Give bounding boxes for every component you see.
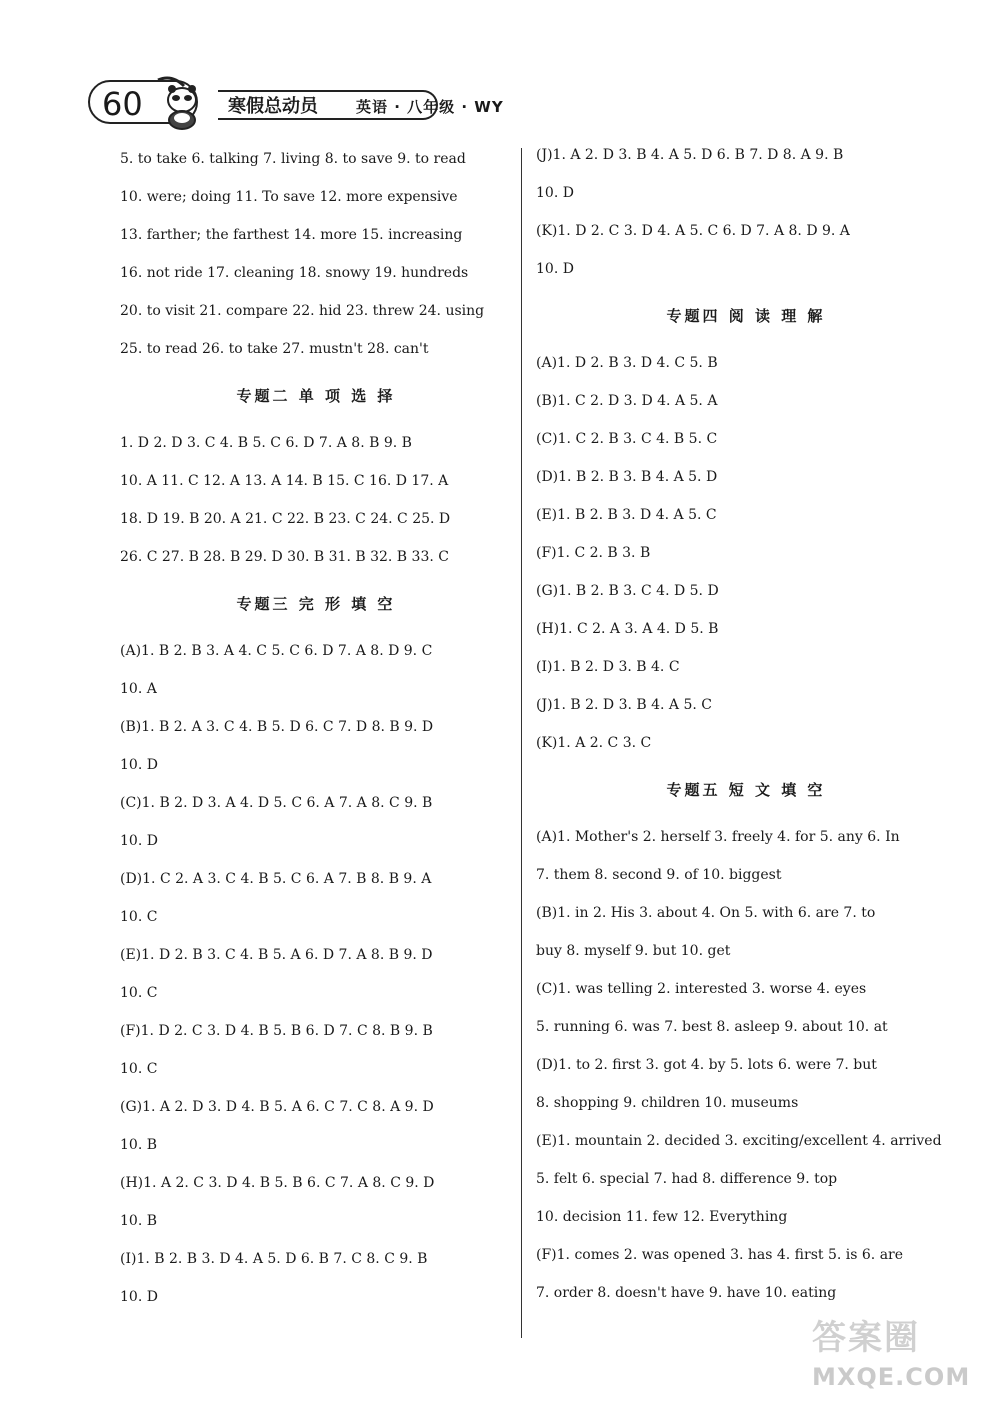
answer-line: (G)1. B 2. B 3. C 4. D 5. D bbox=[536, 583, 719, 599]
section-heading: 专题四 阅 读 理 解 bbox=[666, 307, 826, 325]
answer-line: 26. C 27. B 28. B 29. D 30. B 31. B 32. B 33. C bbox=[120, 549, 449, 565]
answer-line: 10. C bbox=[120, 1061, 158, 1077]
answer-line: 1. D 2. D 3. C 4. B 5. C 6. D 7. A 8. B 9. B bbox=[120, 435, 412, 451]
answer-line: 8. shopping 9. children 10. museums bbox=[536, 1095, 799, 1111]
answer-line: (K)1. D 2. C 3. D 4. A 5. C 6. D 7. A 8. D 9. A bbox=[536, 223, 850, 239]
answer-line: buy 8. myself 9. but 10. get bbox=[536, 943, 731, 959]
answer-line: (F)1. comes 2. was opened 3. has 4. first 5. is 6. are bbox=[536, 1247, 904, 1263]
answer-line: 5. felt 6. special 7. had 8. difference 9. top bbox=[536, 1171, 838, 1187]
answer-line: (J)1. B 2. D 3. B 4. A 5. C bbox=[536, 697, 712, 713]
answer-line: (B)1. B 2. A 3. C 4. B 5. D 6. C 7. D 8. B 9. D bbox=[120, 719, 434, 735]
answer-line: 10. D bbox=[120, 833, 158, 849]
answer-line: 10. were; doing 11. To save 12. more expensive bbox=[120, 189, 458, 205]
answer-line: (H)1. A 2. C 3. D 4. B 5. B 6. C 7. A 8. C 9. D bbox=[120, 1175, 435, 1191]
answer-line: 5. running 6. was 7. best 8. asleep 9. about 10. at bbox=[536, 1019, 888, 1035]
answer-line: 7. them 8. second 9. of 10. biggest bbox=[536, 867, 782, 883]
answer-line: (C)1. B 2. D 3. A 4. D 5. C 6. A 7. A 8. C 9. B bbox=[120, 795, 433, 811]
answer-line: (D)1. B 2. B 3. B 4. A 5. D bbox=[536, 469, 718, 485]
answer-line: (H)1. C 2. A 3. A 4. D 5. B bbox=[536, 621, 719, 637]
answer-line: (A)1. Mother's 2. herself 3. freely 4. for 5. any 6. In bbox=[536, 829, 900, 845]
watermark-logo: 答案圈 bbox=[812, 1318, 920, 1358]
right-answer-column bbox=[536, 136, 956, 1312]
answer-line: 10. B bbox=[120, 1137, 158, 1153]
answer-line: (B)1. in 2. His 3. about 4. On 5. with 6. are 7. to bbox=[536, 905, 876, 921]
answer-line: (D)1. to 2. first 3. got 4. by 5. lots 6. were 7. but bbox=[536, 1057, 877, 1073]
answer-line: (E)1. B 2. B 3. D 4. A 5. C bbox=[536, 507, 717, 523]
answer-line: (D)1. C 2. A 3. C 4. B 5. C 6. A 7. B 8. B 9. A bbox=[120, 871, 432, 887]
answer-line: 13. farther; the farthest 14. more 15. increasing bbox=[120, 227, 463, 243]
answer-line: (C)1. C 2. B 3. C 4. B 5. C bbox=[536, 431, 718, 447]
answer-line: 10. C bbox=[120, 985, 158, 1001]
left-answer-column bbox=[120, 140, 512, 1316]
answer-line: (F)1. D 2. C 3. D 4. B 5. B 6. D 7. C 8. B 9. B bbox=[120, 1023, 433, 1039]
answer-line: (I)1. B 2. B 3. D 4. A 5. D 6. B 7. C 8. C 9. B bbox=[120, 1251, 428, 1267]
answer-line: (C)1. was telling 2. interested 3. worse 4. eyes bbox=[536, 981, 867, 997]
answer-line: (A)1. B 2. B 3. A 4. C 5. C 6. D 7. A 8. D 9. C bbox=[120, 643, 433, 659]
answer-line: (F)1. C 2. B 3. B bbox=[536, 545, 651, 561]
section-heading: 专题三 完 形 填 空 bbox=[236, 595, 396, 613]
answer-line: (E)1. D 2. B 3. C 4. B 5. A 6. D 7. A 8. B 9. D bbox=[120, 947, 433, 963]
subject-label: 英语 · 八年级 · WY bbox=[356, 98, 504, 116]
answer-line: 10. A 11. C 12. A 13. A 14. B 15. C 16. D 17. A bbox=[120, 473, 449, 489]
answer-line: 10. D bbox=[536, 261, 574, 277]
answer-line: (G)1. A 2. D 3. D 4. B 5. A 6. C 7. C 8. A 9. D bbox=[120, 1099, 434, 1115]
answer-line: 18. D 19. B 20. A 21. C 22. B 23. C 24. C 25. D bbox=[120, 511, 451, 527]
answer-line: 20. to visit 21. compare 22. hid 23. threw 24. using bbox=[120, 303, 485, 319]
answer-line: 10. C bbox=[120, 909, 158, 925]
answer-line: (K)1. A 2. C 3. C bbox=[536, 735, 652, 751]
answer-line: (E)1. mountain 2. decided 3. exciting/excellent 4. arrived bbox=[536, 1133, 942, 1149]
answer-line: 7. order 8. doesn't have 9. have 10. eating bbox=[536, 1285, 837, 1301]
watermark-url: MXQE.COM bbox=[812, 1363, 971, 1391]
answer-line: (B)1. C 2. D 3. D 4. A 5. A bbox=[536, 393, 718, 409]
answer-line: 10. A bbox=[120, 681, 157, 697]
section-heading: 专题五 短 文 填 空 bbox=[666, 781, 826, 799]
watermark bbox=[812, 1310, 992, 1410]
answer-line: 10. D bbox=[120, 1289, 158, 1305]
answer-line: 10. decision 11. few 12. Everything bbox=[536, 1209, 788, 1225]
answer-line: 10. D bbox=[120, 757, 158, 773]
answer-line: 25. to read 26. to take 27. mustn't 28. can't bbox=[120, 341, 429, 357]
answer-line: 5. to take 6. talking 7. living 8. to save 9. to read bbox=[120, 151, 466, 167]
answer-line: 16. not ride 17. cleaning 18. snowy 19. hundreds bbox=[120, 265, 469, 281]
page-header bbox=[88, 72, 508, 132]
answer-line: (J)1. A 2. D 3. B 4. A 5. D 6. B 7. D 8. A 9. B bbox=[536, 147, 844, 163]
answer-line: (I)1. B 2. D 3. B 4. C bbox=[536, 659, 680, 675]
answer-line: (A)1. D 2. B 3. D 4. C 5. B bbox=[536, 355, 718, 371]
column-divider bbox=[521, 148, 522, 1338]
panda-mascot-icon bbox=[150, 72, 210, 132]
answer-line: 10. D bbox=[536, 185, 574, 201]
page-number: 60 bbox=[88, 80, 198, 124]
book-title: 寒假总动员 bbox=[218, 90, 438, 120]
section-heading: 专题二 单 项 选 择 bbox=[236, 387, 396, 405]
answer-line: 10. B bbox=[120, 1213, 158, 1229]
